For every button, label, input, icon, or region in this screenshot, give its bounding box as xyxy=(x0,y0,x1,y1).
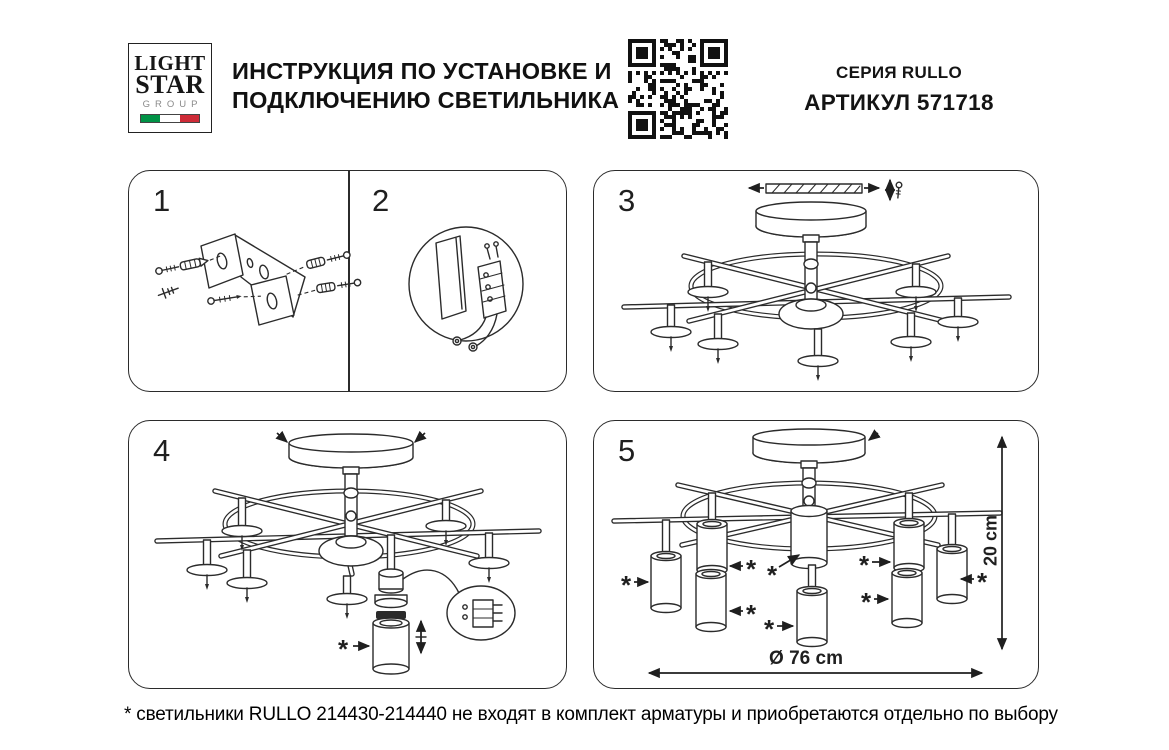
chandelier-frame-diagram xyxy=(624,180,1009,381)
page-title-line2: ПОДКЛЮЧЕНИЮ СВЕТИЛЬНИКА xyxy=(232,87,620,113)
svg-text:*: * xyxy=(620,570,632,600)
flag-green xyxy=(141,115,160,122)
page-title-line1: ИНСТРУКЦИЯ ПО УСТАНОВКЕ И xyxy=(232,58,612,84)
svg-text:*: * xyxy=(766,560,778,590)
svg-text:*: * xyxy=(745,554,757,584)
footnote: * светильники RULLO 214430-214440 не входят в комплект арматуры и приобретаются отдельно по выбору xyxy=(124,704,1058,725)
bracket-diagram xyxy=(155,234,361,325)
logo-word-star: STAR xyxy=(135,69,205,99)
panel-step-4 xyxy=(128,420,567,689)
step-4-drawing xyxy=(129,421,566,686)
svg-text:*: * xyxy=(763,614,775,644)
step-1-number: 1 xyxy=(153,183,171,218)
lightstar-logo xyxy=(128,43,212,133)
wiring-diagram xyxy=(409,227,523,351)
svg-text:*: * xyxy=(858,550,870,580)
svg-text:*: * xyxy=(976,567,988,597)
page-title xyxy=(232,57,619,115)
italian-flag-bar xyxy=(140,114,200,123)
panel-step-1-2 xyxy=(128,170,567,392)
logo-word-light: LIGHT xyxy=(134,50,206,75)
step-1-2-drawing xyxy=(129,171,566,391)
chandelier-lamp-mount-diagram xyxy=(157,433,539,674)
flag-red xyxy=(180,115,199,122)
panel-step-3 xyxy=(593,170,1039,392)
step-3-drawing xyxy=(594,171,1038,391)
step-3-number: 3 xyxy=(618,183,636,218)
step-5-number: 5 xyxy=(618,433,636,468)
article-label: АРТИКУЛ 571718 xyxy=(804,90,994,115)
asterisk-marker: * xyxy=(337,634,349,664)
svg-text:*: * xyxy=(860,587,872,617)
flag-white xyxy=(160,115,179,122)
series-article-block xyxy=(793,63,1005,116)
logo-word-group: GROUP xyxy=(142,98,203,110)
svg-text:*: * xyxy=(745,599,757,629)
series-label: СЕРИЯ RULLO xyxy=(836,63,962,82)
diameter-dimension-label: Ø 76 cm xyxy=(769,648,843,669)
assembled-chandelier-diagram xyxy=(614,429,1002,673)
step-2-number: 2 xyxy=(372,183,390,218)
qr-code xyxy=(628,39,728,139)
height-dimension-label: 20 cm xyxy=(980,514,1001,567)
step-4-number: 4 xyxy=(153,433,171,468)
